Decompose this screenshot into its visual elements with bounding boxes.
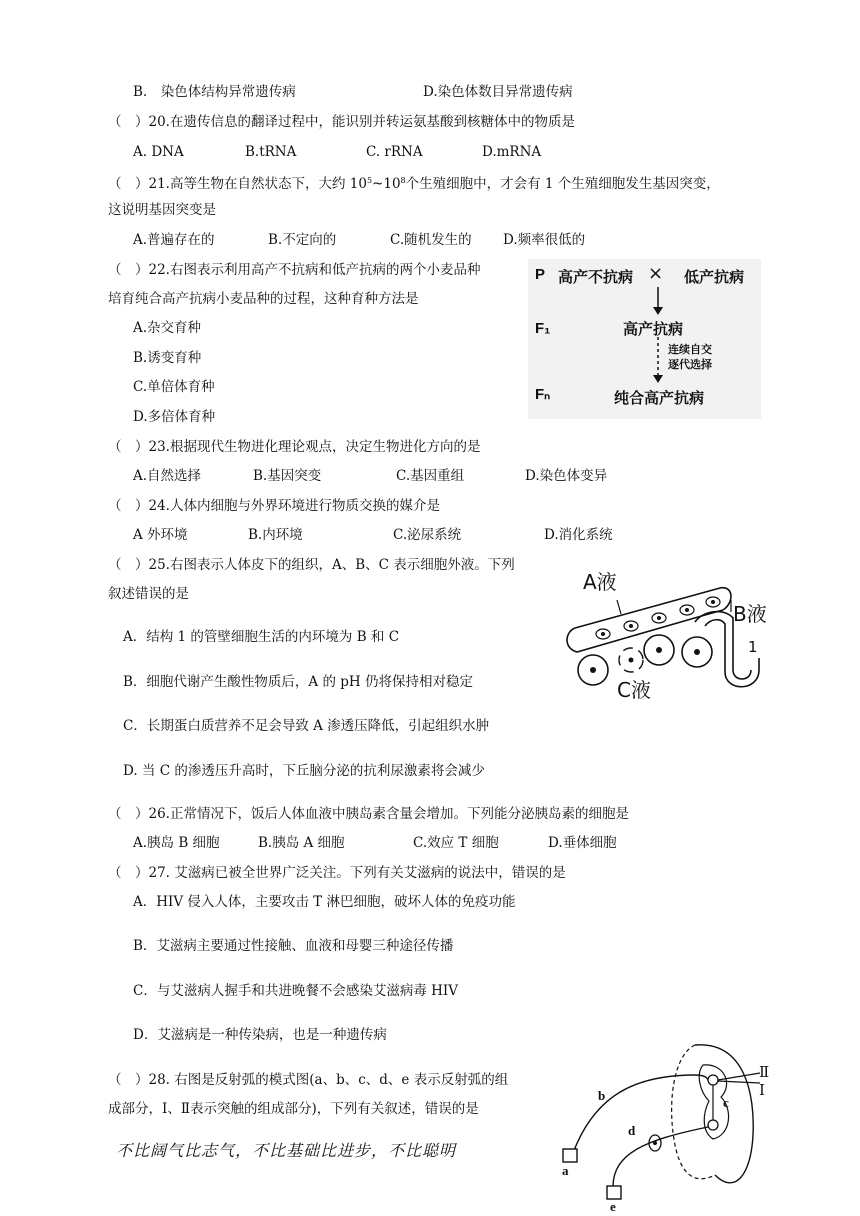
q22-option-d: D.多倍体育种 [133,409,216,425]
q24-stem: （ ）24.人体内细胞与外界环境进行物质交换的媒介是 [108,498,440,514]
generation-f1-label: F₁ [535,320,551,337]
q21-stem: （ ）21.高等生物在自然状态下，大约 $10^5\sim 10^8$个生殖细胞中，才会有 1 个生殖细胞发生基因突变， [108,176,720,192]
q19-option-d: D.染色体数目异常遗传病 [423,84,573,100]
q24-option-a: A 外环境 [133,527,188,543]
q28-stem: （ ）28. 右图是反射弧的模式图(a、b、c、d、e 表示反射弧的组 [108,1072,509,1088]
tissue-fluid-diagram [555,560,785,720]
q22-option-a: A.杂交育种 [133,320,202,336]
q22-option-c: C.单倍体育种 [133,379,215,395]
label-c: c [723,1095,729,1110]
generation-p-label: P [535,266,546,283]
q25-option-d: D. 当 C 的渗透压升高时，下丘脑分泌的抗利尿激素将会减少 [123,763,485,779]
q22-option-b: B.诱变育种 [133,350,202,366]
q26-option-c: C.效应 T 细胞 [413,835,499,851]
q21-option-a: A.普遍存在的 [133,232,215,248]
q22-stem: （ ）22.右图表示利用高产不抗病和低产抗病的两个小麦品种 [108,262,481,278]
q27-stem: （ ）27. 艾滋病已被全世界广泛关注。下列有关艾滋病的说法中，错误的是 [108,865,566,881]
q23-option-a: A.自然选择 [133,468,202,484]
q22-stem-cont: 培育纯合高产抗病小麦品种的过程，这种育种方法是 [108,291,419,307]
fn-phenotype: 纯合高产抗病 [614,389,705,407]
capillary-drawing [555,560,785,720]
label-e: e [610,1199,616,1214]
q25-stem: （ ）25.右图表示人体皮下的组织，A、B、C 表示细胞外液。下列 [108,557,515,573]
arrow-label-selfing: 连续自交 [668,343,712,356]
q26-stem: （ ）26.正常情况下，饭后人体血液中胰岛素含量会增加。下列能分泌胰岛素的细胞是 [108,806,629,822]
q21-stem-cont: 这说明基因突变是 [108,202,216,218]
q26-option-b: B.胰岛 A 细胞 [258,835,345,851]
q24-option-c: C.泌尿系统 [393,527,462,543]
footer-motto: 不比阔气比志气，不比基础比进步，不比聪明 [116,1141,457,1160]
q26-option-a: A.胰岛 B 细胞 [133,835,220,851]
structure-1-label: 1 [748,638,758,656]
q24-option-b: B.内环境 [248,527,303,543]
q25-stem-cont: 叙述错误的是 [108,586,189,602]
q23-option-b: B.基因突变 [253,468,322,484]
reflex-arc-diagram [555,1035,785,1216]
parent-left: 高产不抗病 [558,268,634,286]
f1-phenotype: 高产抗病 [623,320,684,338]
q27-option-a: A．HIV 侵入人体，主要攻击 T 淋巴细胞，破坏人体的免疫功能 [133,894,516,910]
label-b: b [598,1088,606,1103]
fluid-a-label: A液 [583,570,617,594]
q19-option-b: B. 染色体结构异常遗传病 [133,84,296,100]
reflex-arc-drawing [555,1035,785,1216]
breeding-diagram [528,259,761,419]
q20-option-c: C. rRNA [366,144,423,160]
q25-option-a: A．结构 1 的管壁细胞生活的内环境为 B 和 C [123,629,400,645]
parent-right: 低产抗病 [684,268,745,286]
q25-option-c: C．长期蛋白质营养不足会导致 A 渗透压降低，引起组织水肿 [123,718,490,734]
label-a: a [562,1163,569,1178]
arrow-label-selection: 逐代选择 [668,358,712,371]
label-synapse-ii: Ⅱ [759,1063,770,1081]
fluid-b-label: B液 [733,602,767,626]
q21-option-c: C.随机发生的 [390,232,472,248]
label-d: d [628,1123,636,1138]
q20-stem: （ ）20.在遗传信息的翻译过程中，能识别并转运氨基酸到核糖体中的物质是 [108,114,575,130]
q26-option-d: D.垂体细胞 [548,835,617,851]
cross-symbol: × [648,263,664,284]
q20-option-d: D.mRNA [482,144,542,160]
q25-option-b: B．细胞代谢产生酸性物质后，A 的 pH 仍将保持相对稳定 [123,674,473,690]
q20-option-a: A. DNA [133,144,184,160]
q21-option-d: D.频率很低的 [503,232,586,248]
q21-option-b: B.不定向的 [268,232,337,248]
generation-fn-label: Fₙ [535,386,551,403]
q23-option-d: D.染色体变异 [525,468,608,484]
q20-option-b: B.tRNA [245,144,297,160]
q27-option-d: D．艾滋病是一种传染病，也是一种遗传病 [133,1027,387,1043]
q23-stem: （ ）23.根据现代生物进化理论观点，决定生物进化方向的是 [108,439,481,455]
q27-option-c: C．与艾滋病人握手和共进晚餐不会感染艾滋病毒 HIV [133,983,458,999]
q24-option-d: D.消化系统 [544,527,613,543]
q27-option-b: B．艾滋病主要通过性接触、血液和母婴三种途径传播 [133,938,454,954]
q28-stem-cont: 成部分，Ⅰ、Ⅱ表示突触的组成部分)，下列有关叙述，错误的是 [108,1101,479,1117]
q23-option-c: C.基因重组 [396,468,465,484]
fluid-c-label: C液 [617,678,651,702]
label-synapse-i: Ⅰ [759,1081,765,1099]
